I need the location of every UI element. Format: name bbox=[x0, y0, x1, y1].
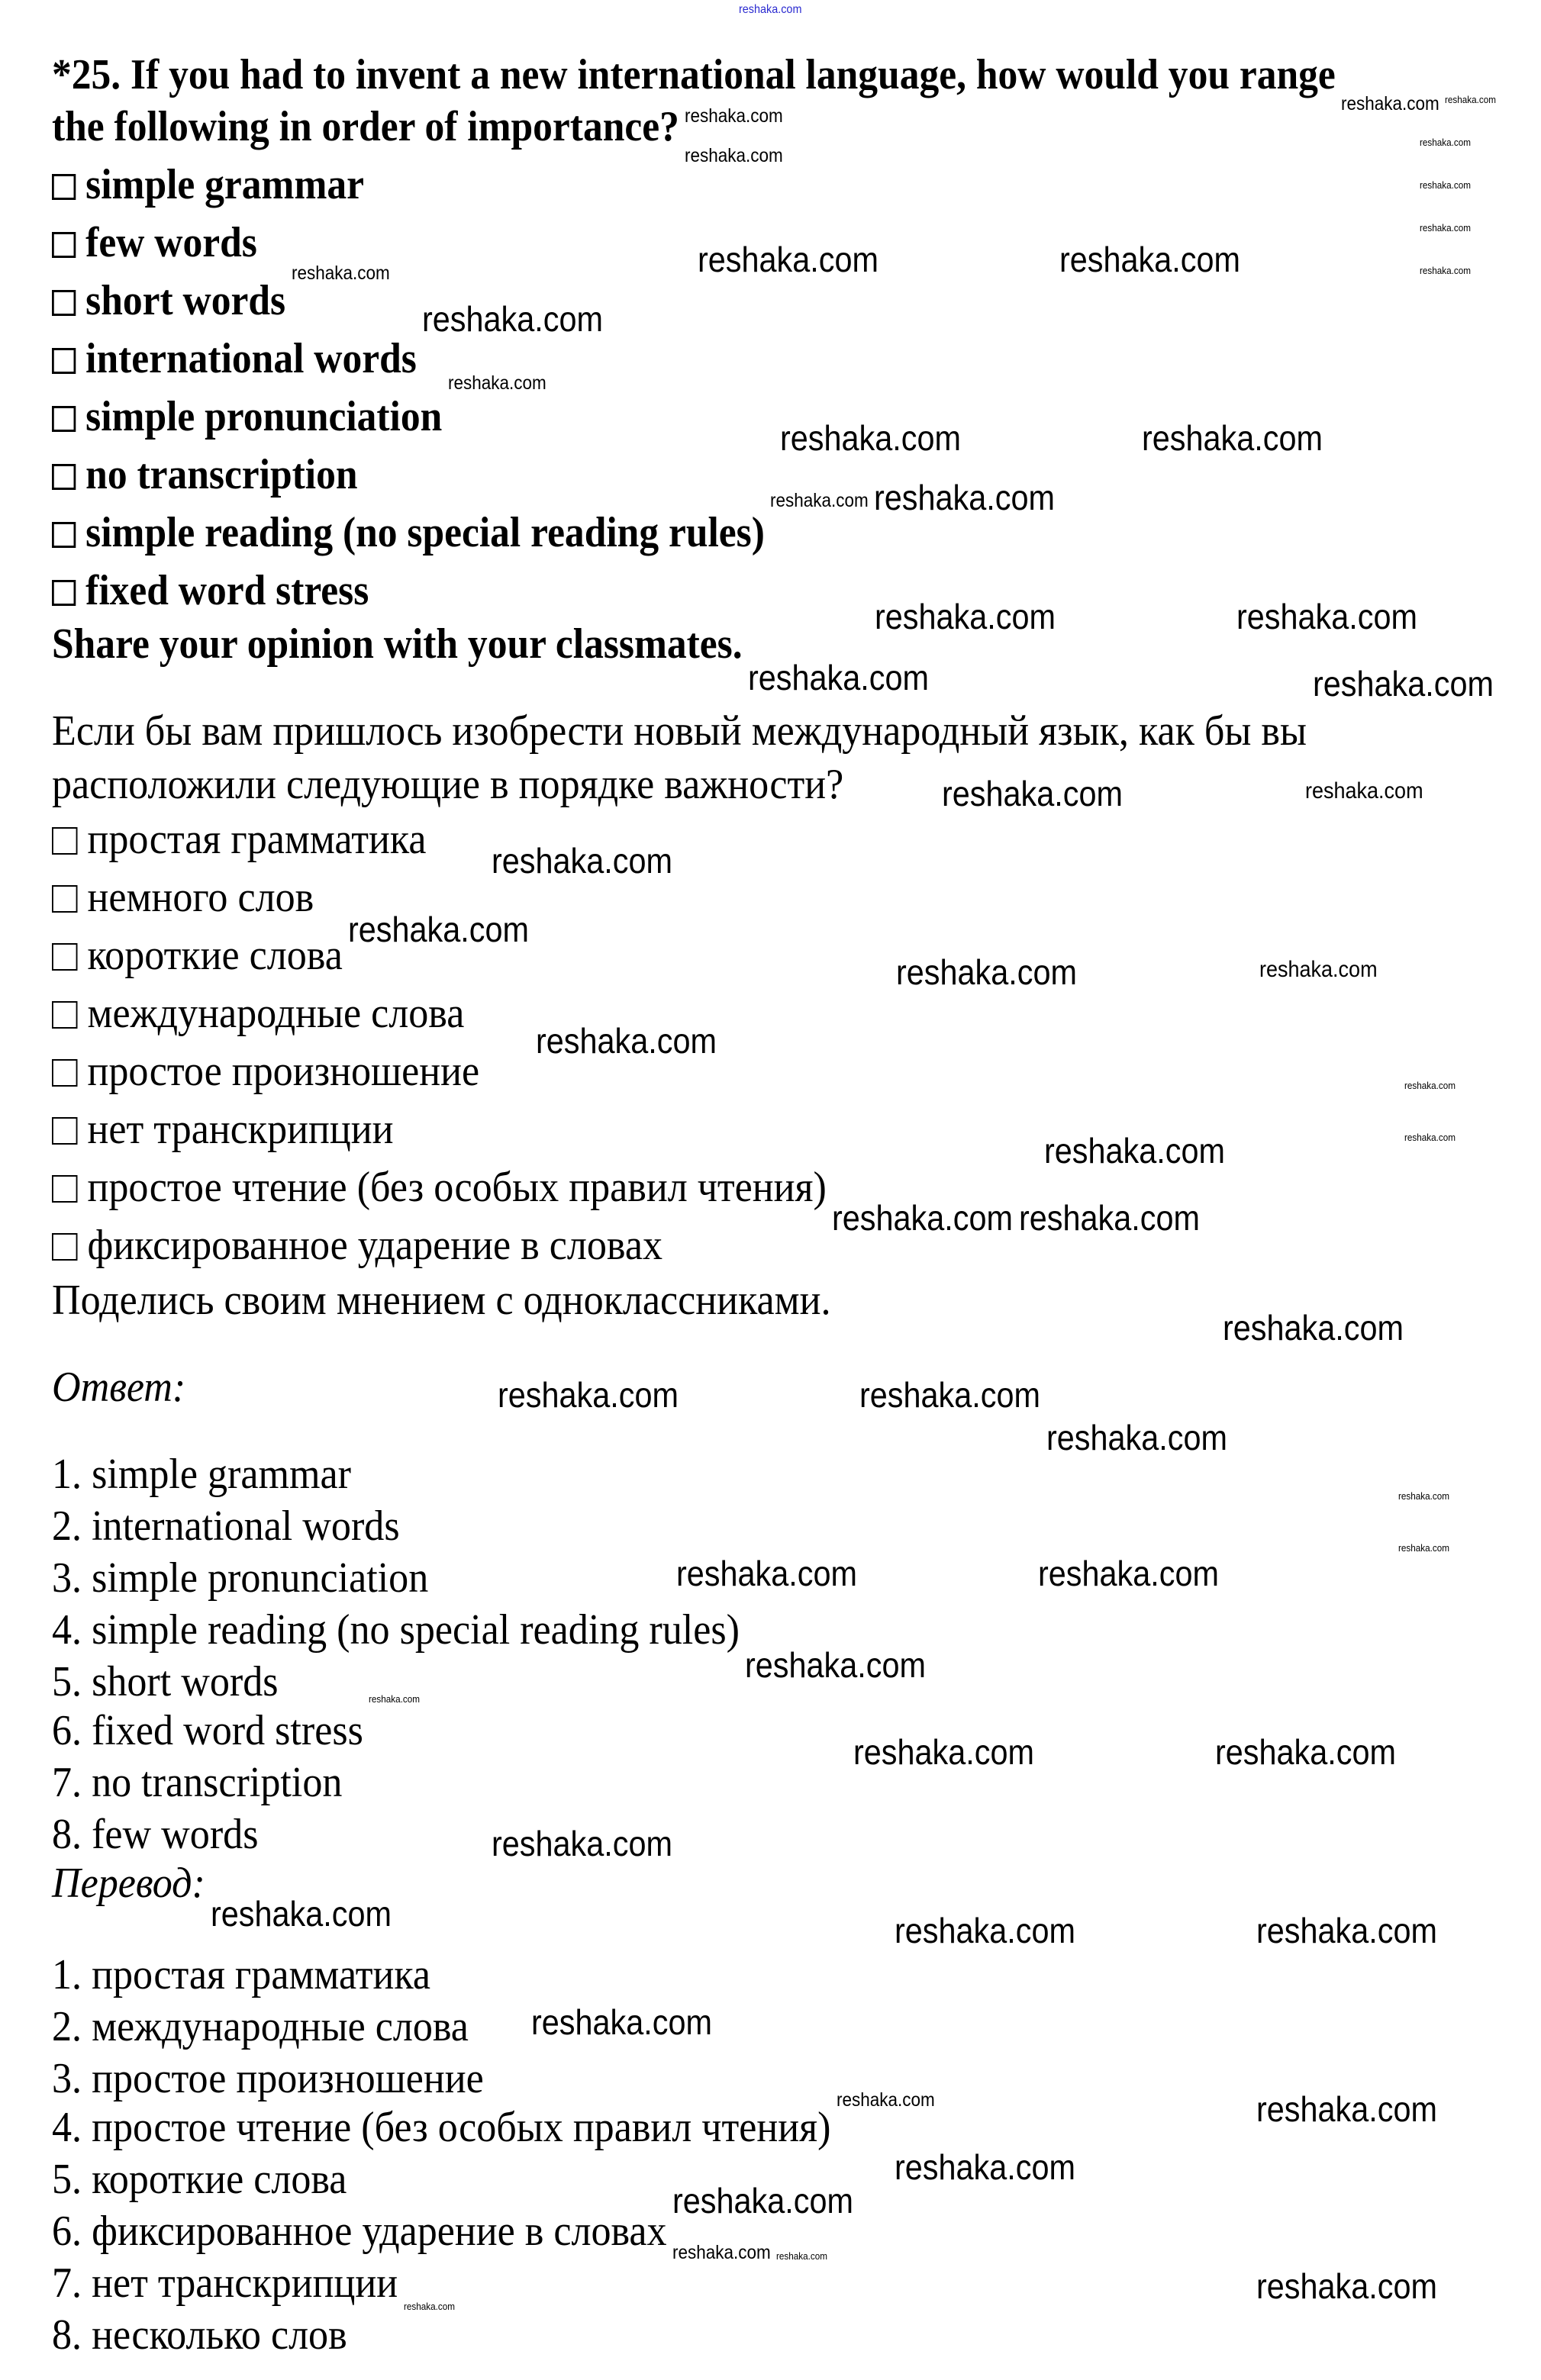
item-text: нет транскрипции bbox=[87, 1106, 394, 1153]
item-text: fixed word stress bbox=[85, 567, 369, 614]
watermark: reshaka.com bbox=[942, 774, 1124, 813]
checkbox-icon[interactable] bbox=[52, 464, 76, 490]
watermark: reshaka.com bbox=[1420, 137, 1471, 148]
checkbox-icon[interactable] bbox=[52, 1175, 77, 1203]
watermark: reshaka.com bbox=[292, 262, 390, 284]
option-item-ru bbox=[52, 989, 464, 1038]
watermark: reshaka.com bbox=[896, 952, 1078, 992]
watermark: reshaka.com bbox=[492, 841, 673, 881]
option-item bbox=[52, 276, 285, 325]
watermark: reshaka.com bbox=[1256, 2266, 1438, 2306]
option-item bbox=[52, 160, 364, 209]
answer-item bbox=[52, 1450, 351, 1499]
option-item bbox=[52, 450, 358, 499]
watermark: reshaka.com bbox=[1142, 418, 1323, 458]
watermark: reshaka.com bbox=[1420, 265, 1471, 276]
watermark: reshaka.com bbox=[1259, 957, 1378, 982]
watermark: reshaka.com bbox=[895, 2147, 1076, 2187]
watermark: reshaka.com bbox=[676, 1554, 858, 1593]
item-text: 6. фиксированное ударение в словах bbox=[52, 2208, 667, 2255]
item-text: 7. no transcription bbox=[52, 1759, 343, 1806]
item-text: few words bbox=[85, 219, 257, 266]
item-text: simple pronunciation bbox=[85, 393, 443, 440]
task-share: Share your opinion with your classmates. bbox=[52, 620, 743, 668]
answer-item bbox=[52, 1502, 400, 1551]
option-item bbox=[52, 508, 765, 557]
checkbox-icon[interactable] bbox=[52, 885, 77, 913]
answer-item bbox=[52, 1706, 363, 1755]
checkbox-icon[interactable] bbox=[52, 406, 76, 432]
watermark: reshaka.com bbox=[211, 1894, 392, 1934]
checkbox-icon[interactable] bbox=[52, 174, 76, 200]
option-item-ru bbox=[52, 815, 426, 864]
item-text: 8. несколько слов bbox=[52, 2311, 347, 2359]
item-text: 4. simple reading (no special reading rules) bbox=[52, 1606, 740, 1654]
item-text: short words bbox=[85, 277, 286, 324]
translation-item bbox=[52, 2311, 347, 2359]
translation-item bbox=[52, 2103, 830, 2152]
item-text: 8. few words bbox=[52, 1811, 259, 1858]
checkbox-icon[interactable] bbox=[52, 1001, 77, 1029]
checkbox-icon[interactable] bbox=[52, 1233, 77, 1261]
checkbox-icon[interactable] bbox=[52, 827, 77, 855]
item-text: 6. fixed word stress bbox=[52, 1707, 363, 1754]
watermark: reshaka.com bbox=[1236, 597, 1418, 636]
option-item bbox=[52, 218, 257, 267]
item-text: 3. simple pronunciation bbox=[52, 1554, 429, 1602]
watermark: reshaka.com bbox=[1223, 1308, 1404, 1348]
item-text: немного слов bbox=[87, 874, 314, 921]
item-text: международные слова bbox=[87, 990, 465, 1037]
item-text: 2. международные слова bbox=[52, 2003, 469, 2050]
watermark: reshaka.com bbox=[875, 597, 1056, 636]
watermark: reshaka.com bbox=[770, 490, 869, 511]
item-text: простое чтение (без особых правил чтения) bbox=[87, 1164, 827, 1211]
answer-item bbox=[52, 1810, 258, 1859]
task-ru-share: Поделись своим мнением с одноклассниками. bbox=[52, 1277, 831, 1324]
watermark: reshaka.com bbox=[369, 1693, 420, 1705]
watermark: reshaka.com bbox=[498, 1375, 679, 1415]
item-text: 5. короткие слова bbox=[52, 2156, 347, 2203]
watermark: reshaka.com bbox=[1215, 1732, 1397, 1772]
answer-item bbox=[52, 1605, 740, 1654]
option-item bbox=[52, 566, 369, 615]
task-ru-line1: Если бы вам пришлось изобрести новый международный язык, как бы вы bbox=[52, 707, 1307, 755]
watermark: reshaka.com bbox=[1445, 94, 1496, 105]
watermark: reshaka.com bbox=[672, 2242, 771, 2263]
watermark: reshaka.com bbox=[1398, 1490, 1449, 1502]
item-text: 1. simple grammar bbox=[52, 1451, 351, 1498]
item-text: 5. short words bbox=[52, 1658, 279, 1705]
item-text: international words bbox=[85, 335, 417, 382]
watermark: reshaka.com bbox=[853, 1732, 1035, 1772]
watermark: reshaka.com bbox=[776, 2250, 827, 2262]
item-text: 4. простое чтение (без особых правил чтения) bbox=[52, 2104, 831, 2151]
watermark: reshaka.com bbox=[748, 658, 930, 697]
watermark: reshaka.com bbox=[1404, 1080, 1456, 1091]
watermark: reshaka.com bbox=[1256, 2089, 1438, 2129]
task-title: *25. If you had to invent a new international language, how would you range bbox=[52, 51, 1336, 98]
checkbox-icon[interactable] bbox=[52, 232, 76, 258]
watermark: reshaka.com bbox=[404, 2301, 455, 2312]
watermark: reshaka.com bbox=[1019, 1198, 1201, 1238]
watermark: reshaka.com bbox=[1313, 664, 1494, 704]
item-text: no transcription bbox=[85, 451, 358, 498]
answer-item bbox=[52, 1758, 342, 1807]
watermark: reshaka.com bbox=[780, 418, 962, 458]
item-text: 3. простое произношение bbox=[52, 2055, 484, 2102]
watermark: reshaka.com bbox=[492, 1824, 673, 1863]
watermark: reshaka.com bbox=[685, 145, 783, 166]
checkbox-icon[interactable] bbox=[52, 943, 77, 971]
item-text: короткие слова bbox=[87, 932, 343, 979]
watermark: reshaka.com bbox=[1341, 93, 1439, 114]
item-text: 1. простая грамматика bbox=[52, 1951, 431, 1998]
answer-label: Ответ: bbox=[52, 1364, 186, 1411]
item-text: простая грамматика bbox=[87, 816, 427, 863]
item-text: simple grammar bbox=[85, 161, 365, 208]
watermark: reshaka.com bbox=[685, 105, 783, 127]
watermark: reshaka.com bbox=[1256, 1911, 1438, 1950]
watermark: reshaka.com bbox=[1059, 240, 1241, 279]
answer-item bbox=[52, 1554, 428, 1602]
watermark: reshaka.com bbox=[698, 240, 879, 279]
watermark: reshaka.com bbox=[739, 3, 802, 16]
translation-item bbox=[52, 2259, 398, 2308]
watermark: reshaka.com bbox=[448, 372, 546, 394]
translation-item bbox=[52, 2002, 469, 2051]
item-text: фиксированное ударение в словах bbox=[87, 1222, 663, 1269]
watermark: reshaka.com bbox=[672, 2181, 854, 2221]
watermark: reshaka.com bbox=[1044, 1131, 1226, 1171]
item-text: simple reading (no special reading rules) bbox=[85, 509, 765, 556]
option-item-ru bbox=[52, 1047, 479, 1096]
task-ru-line2: расположили следующие в порядке важности? bbox=[52, 761, 844, 808]
translation-item bbox=[52, 2207, 667, 2256]
watermark: reshaka.com bbox=[1398, 1542, 1449, 1554]
checkbox-icon[interactable] bbox=[52, 290, 76, 316]
item-text: 2. international words bbox=[52, 1502, 400, 1550]
watermark: reshaka.com bbox=[1420, 179, 1471, 191]
watermark: reshaka.com bbox=[536, 1021, 717, 1061]
watermark: reshaka.com bbox=[837, 2089, 935, 2111]
translation-item bbox=[52, 2054, 484, 2103]
watermark: reshaka.com bbox=[348, 910, 530, 949]
task-title-cont: the following in order of importance? bbox=[52, 103, 679, 150]
option-item-ru bbox=[52, 1163, 827, 1212]
watermark: reshaka.com bbox=[859, 1375, 1041, 1415]
option-item-ru bbox=[52, 1221, 663, 1270]
watermark: reshaka.com bbox=[1046, 1418, 1228, 1457]
watermark: reshaka.com bbox=[422, 299, 604, 339]
watermark: reshaka.com bbox=[531, 2002, 713, 2042]
watermark: reshaka.com bbox=[874, 478, 1056, 517]
translation-label: Перевод: bbox=[52, 1860, 205, 1907]
item-text: простое произношение bbox=[87, 1048, 480, 1095]
watermark: reshaka.com bbox=[832, 1198, 1014, 1238]
checkbox-icon[interactable] bbox=[52, 1059, 77, 1087]
watermark: reshaka.com bbox=[1305, 778, 1423, 804]
item-text: 7. нет транскрипции bbox=[52, 2259, 398, 2307]
option-item-ru bbox=[52, 873, 314, 922]
option-item-ru bbox=[52, 1105, 394, 1154]
option-item bbox=[52, 392, 442, 441]
checkbox-icon[interactable] bbox=[52, 1117, 77, 1145]
checkbox-icon[interactable] bbox=[52, 348, 76, 374]
translation-item bbox=[52, 2155, 347, 2204]
option-item-ru bbox=[52, 931, 343, 980]
watermark: reshaka.com bbox=[895, 1911, 1076, 1950]
watermark: reshaka.com bbox=[745, 1645, 927, 1685]
option-item bbox=[52, 334, 417, 383]
watermark: reshaka.com bbox=[1420, 222, 1471, 233]
translation-item bbox=[52, 1950, 430, 1999]
checkbox-icon[interactable] bbox=[52, 580, 76, 606]
checkbox-icon[interactable] bbox=[52, 522, 76, 548]
watermark: reshaka.com bbox=[1038, 1554, 1220, 1593]
answer-item bbox=[52, 1657, 279, 1706]
watermark: reshaka.com bbox=[1404, 1132, 1456, 1143]
